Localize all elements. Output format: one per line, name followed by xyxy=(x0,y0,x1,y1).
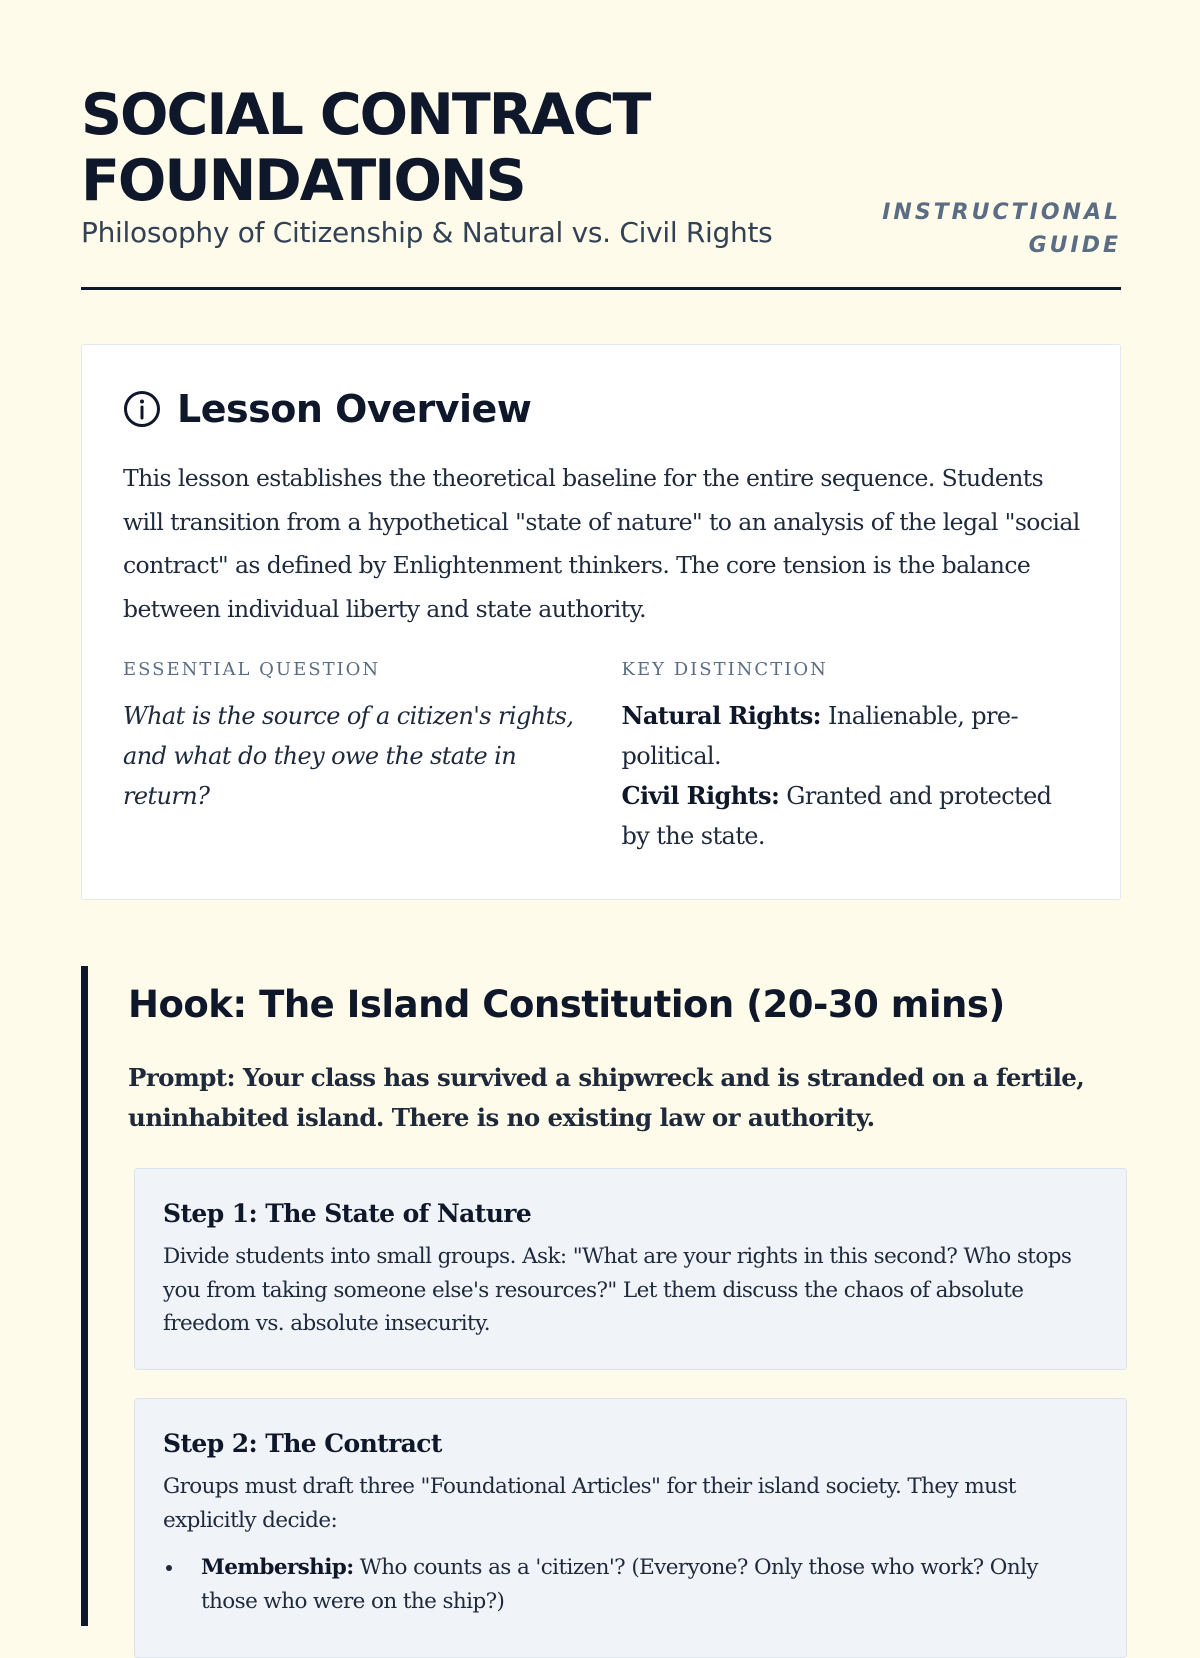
step-text: Divide students into small groups. Ask: "What are your rights in this second? Who stops you from taking someone else's resources?" Let them discuss the chaos of absolute freedom vs. absolute insecurity. xyxy=(163,1244,1072,1336)
step-card xyxy=(134,1168,1127,1370)
page-header xyxy=(81,82,1121,290)
civil-rights-label: Civil Rights: xyxy=(621,781,780,810)
tag-line-2: GUIDE xyxy=(1028,233,1121,258)
step-text: Groups must draft three "Foundational Articles" for their island society. They must explicitly decide: xyxy=(163,1474,1016,1533)
overview-columns xyxy=(123,659,1080,856)
essential-question-block xyxy=(123,659,622,856)
page-title xyxy=(81,82,781,214)
instructional-guide-tag xyxy=(861,196,1121,262)
natural-rights-text: Inalienable, pre-political. xyxy=(621,702,1018,770)
civil-rights-definition xyxy=(622,776,1081,856)
list-item-label: Membership: xyxy=(201,1555,354,1580)
title-line-2: FOUNDATIONS xyxy=(81,148,525,214)
step-list xyxy=(185,1551,1099,1618)
hook-prompt: Prompt: Your class has survived a shipwreck and is stranded on a fertile, uninhabited island. There is no existing law or authority. xyxy=(128,1063,1085,1132)
list-item xyxy=(185,1551,1099,1618)
natural-rights-definition xyxy=(622,696,1081,776)
step-title: Step 2: The Contract xyxy=(163,1429,442,1458)
essential-question-text: What is the source of a citizen's rights, and what do they owe the state in return? xyxy=(123,702,574,810)
overview-header xyxy=(123,381,1080,437)
overview-title: Lesson Overview xyxy=(177,387,532,431)
hook-title: Hook: The Island Constitution (20-30 mins) xyxy=(128,983,1005,1026)
list-item-text: Who counts as a 'citizen'? (Everyone? Only those who work? Only those who were on the ship?) xyxy=(201,1555,1038,1614)
info-icon xyxy=(123,390,161,428)
key-distinction-block xyxy=(622,659,1081,856)
title-line-1: SOCIAL CONTRACT xyxy=(81,82,650,148)
step-card xyxy=(134,1398,1127,1658)
lesson-overview-card xyxy=(81,344,1121,900)
civil-rights-text: Granted and protected by the state. xyxy=(621,782,1052,850)
hook-section xyxy=(81,966,1121,1626)
overview-description: This lesson establishes the theoretical baseline for the entire sequence. Students will transition from a hypothetical "state of nature" to an analysis of the legal "social contract" as defined by Enlightenment thinkers. The core tension is the balance between individual liberty and state authority. xyxy=(123,464,1080,623)
natural-rights-label: Natural Rights: xyxy=(621,701,821,730)
essential-question-label: ESSENTIAL QUESTION xyxy=(123,659,381,680)
step-title: Step 1: The State of Nature xyxy=(163,1199,532,1228)
key-distinction-label: KEY DISTINCTION xyxy=(621,659,828,680)
tag-line-1: INSTRUCTIONAL xyxy=(882,200,1121,225)
page-subtitle: Philosophy of Citizenship & Natural vs. Civil Rights xyxy=(81,216,773,249)
